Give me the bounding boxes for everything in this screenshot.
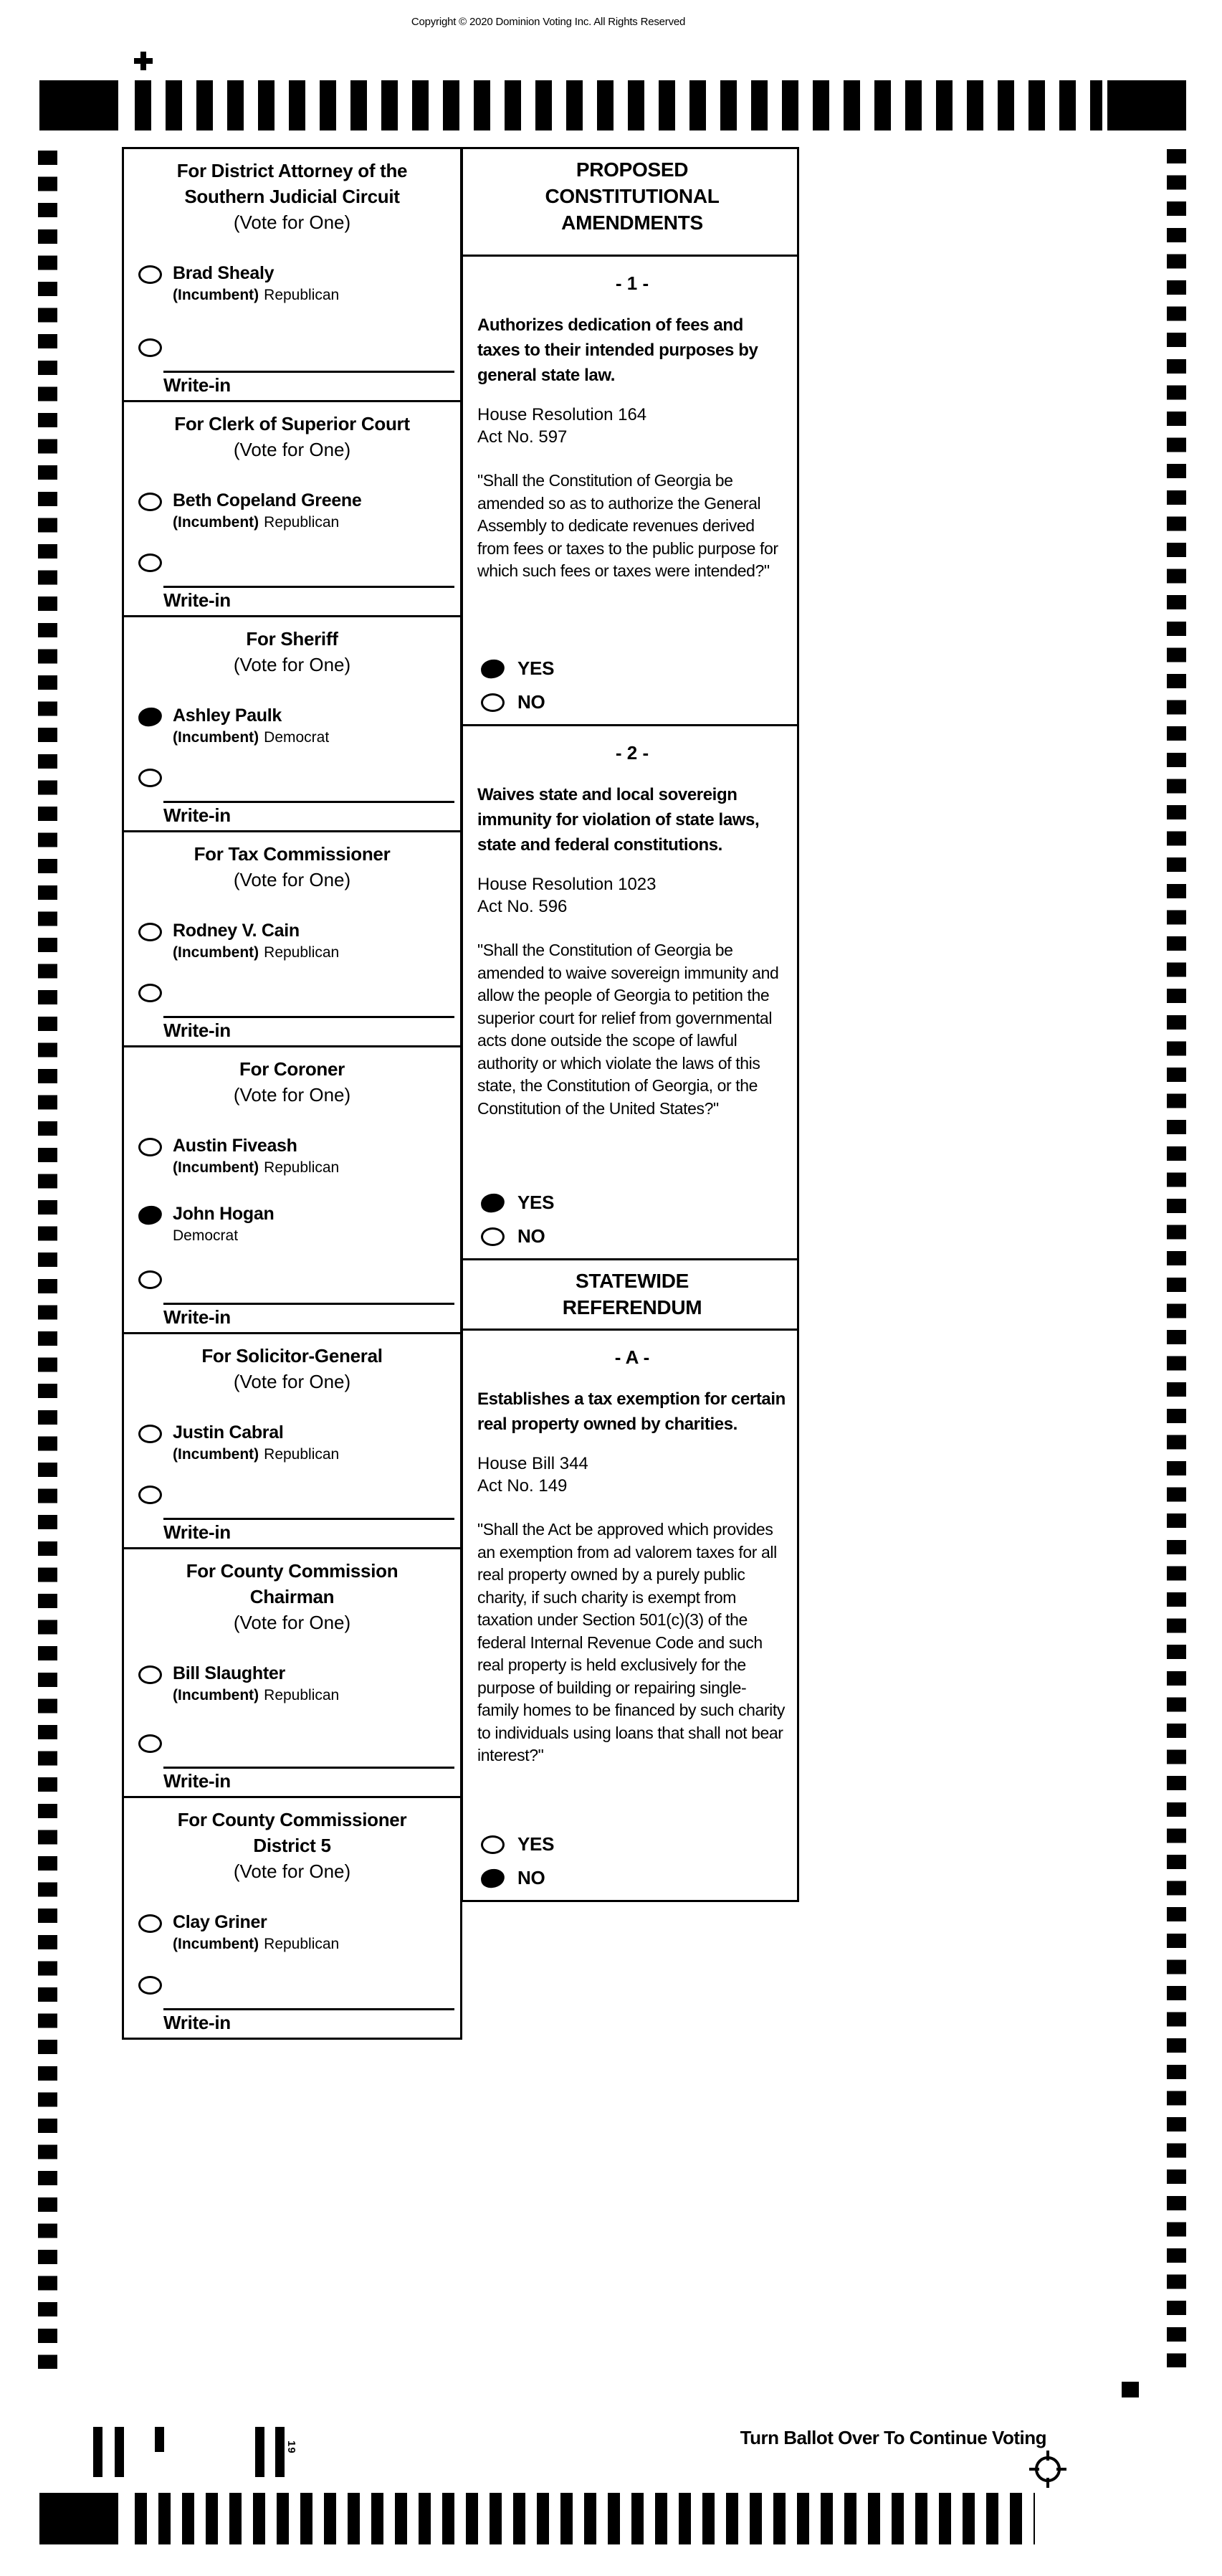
measure-number: - 2 - [615, 742, 649, 764]
candidate-oval[interactable] [138, 265, 162, 284]
measure-authority: House Resolution 164 Act No. 597 [477, 405, 647, 447]
yes-choice-row [481, 1833, 554, 1855]
vote-instruction: (Vote for One) [233, 654, 351, 675]
contest-title: For Coroner [239, 1058, 345, 1080]
candidate-row [138, 705, 460, 747]
measure-summary: Waives state and local sovereign immunity for violation of state laws, state and federal constitutions. [477, 785, 760, 855]
candidate-incumbent: (Incumbent) [173, 514, 259, 531]
write-in-oval[interactable] [138, 338, 162, 357]
candidate-incumbent: (Incumbent) [173, 1159, 259, 1176]
contest-title: For County Commission Chairman [186, 1560, 398, 1607]
candidate-party: Republican [264, 514, 340, 531]
write-in-line[interactable] [163, 801, 454, 827]
yes-choice-row [481, 657, 554, 680]
candidate-text [173, 1911, 339, 1954]
candidate-party: Republican [264, 1936, 340, 1952]
write-in-oval[interactable] [138, 1976, 162, 1995]
candidate-party: Republican [264, 1446, 340, 1463]
measures-header-text: STATEWIDE REFERENDUM [562, 1270, 702, 1318]
candidate-party-line [173, 1158, 339, 1177]
candidate-name: Beth Copeland Greene [173, 490, 362, 510]
no-choice-row [481, 691, 545, 713]
contest-box [124, 402, 460, 617]
candidate-row [138, 1203, 460, 1245]
candidate-name: Clay Griner [173, 1912, 267, 1932]
vote-instruction: (Vote for One) [233, 439, 351, 460]
candidate-row [138, 1911, 460, 1954]
candidate-name: Ashley Paulk [173, 705, 282, 726]
candidate-party-line [173, 728, 329, 747]
candidate-row [138, 262, 460, 305]
candidate-party-line [173, 285, 339, 305]
no-oval[interactable] [480, 1868, 506, 1888]
write-in-line[interactable] [163, 1767, 454, 1792]
write-in-label: Write-in [163, 2012, 231, 2033]
candidate-name: Austin Fiveash [173, 1136, 297, 1156]
no-label: NO [517, 1867, 545, 1888]
candidate-name: John Hogan [173, 1204, 275, 1224]
contest-title: For County Commissioner District 5 [177, 1809, 407, 1856]
no-oval[interactable] [481, 1227, 505, 1246]
measure-box [463, 1331, 797, 1900]
measure-question: "Shall the Constitution of Georgia be amended so as to authorize the General Assembly to dedicate revenues derived from fees or taxes to the public purpose for which such fees or taxes were intended?" [477, 471, 778, 580]
write-in-line[interactable] [163, 1518, 454, 1544]
candidate-oval[interactable] [138, 706, 163, 727]
candidate-name: Brad Shealy [173, 263, 275, 283]
candidate-party: Democrat [173, 1227, 239, 1244]
candidate-text [173, 920, 339, 962]
candidate-name: Justin Cabral [173, 1422, 284, 1443]
measures-header [463, 1260, 797, 1331]
yes-oval[interactable] [481, 1835, 505, 1854]
measure-number: - A - [614, 1346, 650, 1368]
measure-question: "Shall the Constitution of Georgia be amended to waive sovereign immunity and allow the people of Georgia to petition the superior court for relief from governmental acts done outside the scope of lawful authority or which violate the laws of this state, the Constitution of Georgia, or the Constitution of the United States?" [477, 941, 779, 1118]
candidate-text [173, 1422, 339, 1464]
candidates [124, 1135, 460, 1245]
crosshair-registration-icon [1029, 2451, 1066, 2488]
measure-summary: Authorizes dedication of fees and taxes to their intended purposes by general state law. [477, 315, 758, 385]
write-in-label: Write-in [163, 1020, 231, 1041]
plus-registration-mark [140, 52, 146, 70]
candidate-oval[interactable] [138, 1138, 162, 1156]
stub-code-bar [255, 2427, 264, 2477]
stub-code-bar [155, 2427, 164, 2452]
no-oval[interactable] [481, 693, 505, 712]
candidate-incumbent: (Incumbent) [173, 1936, 259, 1952]
candidate-party: Republican [264, 944, 340, 961]
measures-column [461, 147, 799, 1902]
copyright-line: Copyright © 2020 Dominion Voting Inc. All Rights Reserved [411, 16, 686, 28]
write-in-oval[interactable] [138, 984, 162, 1002]
candidate-oval[interactable] [138, 1665, 162, 1684]
stub-code-bar [115, 2427, 124, 2477]
candidates [124, 1422, 460, 1464]
candidate-text [173, 705, 329, 747]
contest-box [124, 617, 460, 832]
candidate-oval[interactable] [138, 493, 162, 511]
contest-box [124, 1047, 460, 1334]
write-in-line[interactable] [163, 2008, 454, 2034]
candidate-text [173, 490, 362, 532]
contest-box [124, 1549, 460, 1798]
candidate-row [138, 490, 460, 532]
write-in-oval[interactable] [138, 553, 162, 572]
write-in-label: Write-in [163, 589, 231, 611]
candidate-text [173, 1203, 274, 1245]
measures-header-text: PROPOSED CONSTITUTIONAL AMENDMENTS [545, 158, 720, 234]
contest-box [124, 1334, 460, 1549]
write-in-line[interactable] [163, 371, 454, 396]
candidates [124, 1911, 460, 1954]
vote-instruction: (Vote for One) [233, 1612, 351, 1633]
candidate-text [173, 1135, 339, 1177]
yes-oval[interactable] [480, 1192, 506, 1213]
timing-mark-block [1107, 80, 1186, 130]
candidate-party: Republican [264, 1687, 340, 1703]
candidate-party-line [173, 943, 339, 962]
measure-summary: Establishes a tax exemption for certain real property owned by charities. [477, 1389, 786, 1434]
candidate-row [138, 1135, 460, 1177]
candidate-name: Bill Slaughter [173, 1663, 285, 1683]
vote-instruction: (Vote for One) [233, 212, 351, 233]
candidate-name: Rodney V. Cain [173, 921, 300, 941]
measure-authority: House Bill 344 Act No. 149 [477, 1454, 588, 1496]
yes-label: YES [517, 1833, 555, 1855]
candidate-row [138, 1663, 460, 1705]
candidates [124, 262, 460, 305]
measure-number: - 1 - [615, 272, 649, 294]
measure-authority: House Resolution 1023 Act No. 596 [477, 875, 657, 916]
no-label: NO [517, 1225, 545, 1247]
timing-mark-block [39, 2493, 118, 2544]
candidate-party: Democrat [264, 729, 330, 746]
turn-ballot-over-notice: Turn Ballot Over To Continue Voting [740, 2427, 1046, 2448]
candidate-text [173, 1663, 339, 1705]
measures-header [463, 149, 797, 257]
measure-box [463, 726, 797, 1260]
candidate-oval[interactable] [138, 1204, 163, 1225]
yes-label: YES [517, 657, 555, 679]
write-in-label: Write-in [163, 804, 231, 826]
candidate-oval[interactable] [138, 923, 162, 941]
contest-title: For District Attorney of the Southern Judicial Circuit [176, 160, 408, 207]
write-in-line[interactable] [163, 1016, 454, 1042]
stub-code-bar [275, 2427, 285, 2477]
candidate-incumbent: (Incumbent) [173, 729, 259, 746]
vote-instruction: (Vote for One) [233, 1084, 351, 1106]
contest-box [124, 832, 460, 1047]
write-in-oval[interactable] [138, 1486, 162, 1504]
stub-code-bar [93, 2427, 102, 2477]
contest-title: For Tax Commissioner [194, 843, 391, 865]
vote-instruction: (Vote for One) [233, 869, 351, 890]
contest-title: For Sheriff [246, 628, 338, 650]
yes-label: YES [517, 1192, 555, 1213]
contest-column [122, 147, 462, 2040]
candidate-party: Republican [264, 287, 340, 303]
candidate-incumbent: (Incumbent) [173, 1687, 259, 1703]
candidates [124, 705, 460, 747]
timing-mark-column-right [1167, 149, 1186, 2367]
timing-mark-band-bottom [135, 2493, 1035, 2544]
candidate-oval[interactable] [138, 1425, 162, 1443]
write-in-oval[interactable] [138, 1734, 162, 1753]
measure-question: "Shall the Act be approved which provides an exemption from ad valorem taxes for all real property owned by a purely public charity, if such charity is exempt from taxation under Section 501(c)(3) of the federal Internal Revenue Code and such real property is held exclusively for the purpose of building or repairing single-family homes to be financed by such charity to individuals using loans that shall not bear interest?" [477, 1520, 785, 1764]
measure-box [463, 257, 797, 726]
write-in-label: Write-in [163, 1521, 231, 1543]
timing-mark-square [1122, 2382, 1139, 2397]
candidates [124, 1663, 460, 1705]
write-in-oval[interactable] [138, 769, 162, 787]
candidates [124, 490, 460, 532]
write-in-line[interactable] [163, 586, 454, 612]
vote-instruction: (Vote for One) [233, 1860, 351, 1882]
candidate-oval[interactable] [138, 1914, 162, 1933]
no-choice-row [481, 1225, 545, 1247]
candidate-incumbent: (Incumbent) [173, 1446, 259, 1463]
candidate-party: Republican [264, 1159, 340, 1176]
yes-choice-row [481, 1192, 554, 1214]
write-in-label: Write-in [163, 1770, 231, 1792]
candidate-incumbent: (Incumbent) [173, 944, 259, 961]
no-label: NO [517, 691, 545, 713]
vote-instruction: (Vote for One) [233, 1371, 351, 1392]
candidate-party-line [173, 1934, 339, 1954]
write-in-line[interactable] [163, 1303, 454, 1329]
ballot-stub-number: 19 [285, 2440, 297, 2454]
candidate-row [138, 1422, 460, 1464]
timing-mark-band-top [135, 80, 1102, 130]
candidate-row [138, 920, 460, 962]
yes-oval[interactable] [480, 658, 506, 679]
candidate-party-line [173, 1226, 274, 1245]
contest-box [124, 149, 460, 402]
candidate-party-line [173, 513, 362, 532]
write-in-label: Write-in [163, 1306, 231, 1328]
contest-title: For Solicitor-General [201, 1345, 383, 1367]
no-choice-row [481, 1867, 545, 1889]
write-in-label: Write-in [163, 374, 231, 396]
candidate-text [173, 262, 339, 305]
timing-mark-column-left [38, 151, 57, 2369]
candidate-party-line [173, 1686, 339, 1705]
candidate-party-line [173, 1445, 339, 1464]
candidate-incumbent: (Incumbent) [173, 287, 259, 303]
contest-title: For Clerk of Superior Court [174, 413, 410, 434]
write-in-oval[interactable] [138, 1270, 162, 1289]
contest-box [124, 1798, 460, 2038]
timing-mark-block [39, 80, 118, 130]
candidates [124, 920, 460, 962]
